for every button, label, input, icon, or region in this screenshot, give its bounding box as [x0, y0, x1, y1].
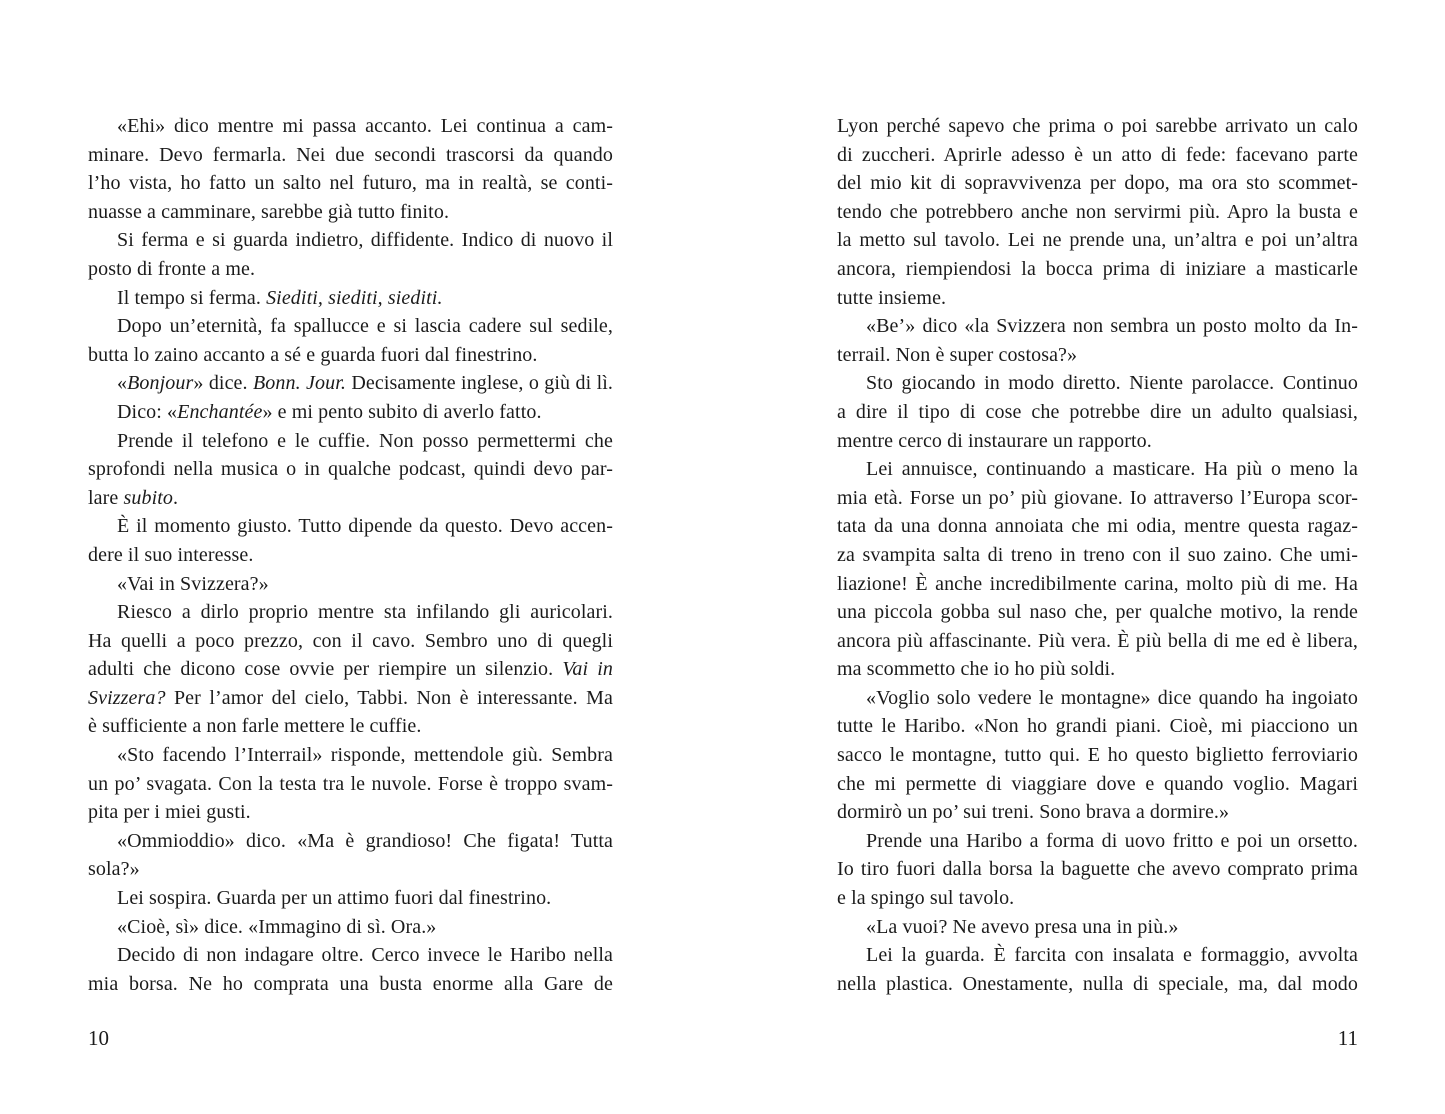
text-line: Svizzera? Per l’amor del cielo, Tabbi. Non è interessante. Ma: [88, 686, 613, 709]
text-line: e la spingo sul tavolo.: [837, 887, 1015, 910]
text-line: «Ommioddio» dico. «Ma è grandioso! Che figata! Tutta: [117, 829, 613, 852]
text-line: Lyon perché sapevo che prima o poi sarebbe arrivato un calo: [837, 115, 1358, 137]
text-line: Ha quelli a poco prezzo, con il cavo. Sembro uno di quegli: [88, 629, 613, 652]
text-line: «La vuoi? Ne avevo presa una in più.»: [866, 915, 1179, 938]
text-line: tutte insieme.: [837, 286, 947, 309]
text-line: liazione! È anche incredibilmente carina, molto più di me. Ha: [837, 572, 1358, 595]
text-line: «Sto facendo l’Interrail» risponde, mettendole giù. Sembra: [117, 744, 613, 767]
text-line: la metto sul tavolo. Lei ne prende una, un’altra e poi un’altra: [837, 229, 1358, 252]
text-line: un po’ svagata. Con la testa tra le nuvole. Forse è troppo svam-: [88, 772, 613, 795]
page-number-right: 11: [1337, 1026, 1358, 1050]
text-line: Lei annuisce, continuando a masticare. Ha più o meno la: [866, 458, 1358, 481]
text-line: a dire il tipo di cose che potrebbe dire un adulto qualsiasi,: [837, 400, 1358, 423]
text-line: adulti che dicono cose ovvie per riempire un silenzio. Vai in: [88, 658, 613, 681]
text-line: ancora più affascinante. Più vera. È più bella di me ed è libera,: [837, 629, 1358, 652]
text-line: è sufficiente a non farle mettere le cuffie.: [88, 715, 422, 738]
text-line: minare. Devo fermarla. Nei due secondi trascorsi da quando: [88, 143, 613, 166]
text-line: che mi permette di viaggiare dove e quando voglio. Magari: [837, 772, 1358, 795]
text-line: dere il suo interesse.: [88, 543, 254, 566]
text-line: di zuccheri. Aprirle adesso è un atto di fede: facevano parte: [837, 143, 1358, 166]
text-line: Lei la guarda. È farcita con insalata e formaggio, avvolta: [866, 944, 1358, 967]
page-number-left: 10: [88, 1026, 109, 1050]
text-line: Lei sospira. Guarda per un attimo fuori dal finestrino.: [117, 887, 552, 910]
text-line: Prende una Haribo a forma di uovo fritto e poi un orsetto.: [866, 829, 1358, 852]
text-line: «Bonjour» dice. Bonn. Jour. Decisamente inglese, o giù di lì.: [117, 372, 613, 395]
text-line: mia età. Forse un po’ più giovane. Io attraverso l’Europa scor-: [837, 486, 1358, 509]
text-line: Il tempo si ferma. Siediti, siediti, siediti.: [117, 286, 443, 309]
text-line: terrail. Non è super costosa?»: [837, 343, 1078, 366]
text-line: «Ehi» dico mentre mi passa accanto. Lei continua a cam-: [117, 115, 613, 137]
text-line: nuasse a camminare, sarebbe già tutto finito.: [88, 200, 450, 223]
right-page-text: [837, 112, 1358, 998]
text-line: Dopo un’eternità, fa spallucce e si lascia cadere sul sedile,: [117, 315, 613, 338]
text-line: sacco le montagne, tutto qui. E ho questo biglietto ferroviario: [837, 744, 1358, 767]
text-line: pita per i miei gusti.: [88, 801, 251, 824]
text-line: «Vai in Svizzera?»: [117, 572, 269, 595]
text-line: dormirò un po’ sui treni. Sono brava a dormire.»: [837, 801, 1230, 824]
text-line: Riesco a dirlo proprio mentre sta infilando gli auricolari.: [117, 601, 613, 624]
text-line: È il momento giusto. Tutto dipende da questo. Devo accen-: [117, 515, 613, 538]
text-line: Si ferma e si guarda indietro, diffidente. Indico di nuovo il: [117, 229, 613, 252]
text-line: mia borsa. Ne ho comprata una busta enorme alla Gare de: [88, 972, 613, 995]
text-line: sprofondi nella musica o in qualche podcast, quindi devo par-: [88, 458, 613, 481]
text-line: mentre cerco di instaurare un rapporto.: [837, 429, 1152, 452]
text-line: Io tiro fuori dalla borsa la baguette che avevo comprato prima: [837, 858, 1358, 881]
text-line: «Cioè, sì» dice. «Immagino di sì. Ora.»: [117, 915, 437, 938]
text-line: l’ho vista, ho fatto un salto nel futuro, ma in realtà, se conti-: [88, 172, 613, 195]
text-line: sola?»: [88, 858, 140, 881]
left-page-text: [88, 112, 613, 998]
text-line: ma scommetto che io ho più soldi.: [837, 658, 1116, 681]
text-line: una piccola gobba sul naso che, per qualche motivo, la rende: [837, 601, 1358, 624]
text-line: ancora, riempiendosi la bocca prima di iniziare a masticarle: [837, 257, 1358, 280]
text-line: Prende il telefono e le cuffie. Non posso permettermi che: [117, 429, 613, 452]
text-line: tendo che potrebbero anche non servirmi più. Apro la busta e: [837, 200, 1358, 223]
text-line: butta lo zaino accanto a sé e guarda fuori dal finestrino.: [88, 343, 538, 366]
text-line: Decido di non indagare oltre. Cerco invece le Haribo nella: [117, 944, 613, 967]
text-line: «Voglio solo vedere le montagne» dice quando ha ingoiato: [866, 686, 1358, 709]
text-line: za svampita salta di treno in treno con il suo zaino. Che umi-: [837, 543, 1358, 566]
text-line: Dico: «Enchantée» e mi pento subito di averlo fatto.: [117, 400, 542, 423]
text-line: «Be’» dico «la Svizzera non sembra un posto molto da In-: [866, 315, 1358, 338]
text-line: nella plastica. Onestamente, nulla di speciale, ma, dal modo: [837, 972, 1358, 995]
text-line: del mio kit di sopravvivenza per dopo, ma ora sto scommet-: [837, 172, 1358, 195]
text-line: tutte le Haribo. «Non ho grandi piani. Cioè, mi piacciono un: [837, 715, 1358, 738]
text-line: lare subito.: [88, 486, 179, 509]
text-line: Sto giocando in modo diretto. Niente parolacce. Continuo: [866, 372, 1358, 395]
text-line: tata da una donna annoiata che mi odia, mentre questa ragaz-: [837, 515, 1358, 538]
text-line: posto di fronte a me.: [88, 257, 256, 280]
